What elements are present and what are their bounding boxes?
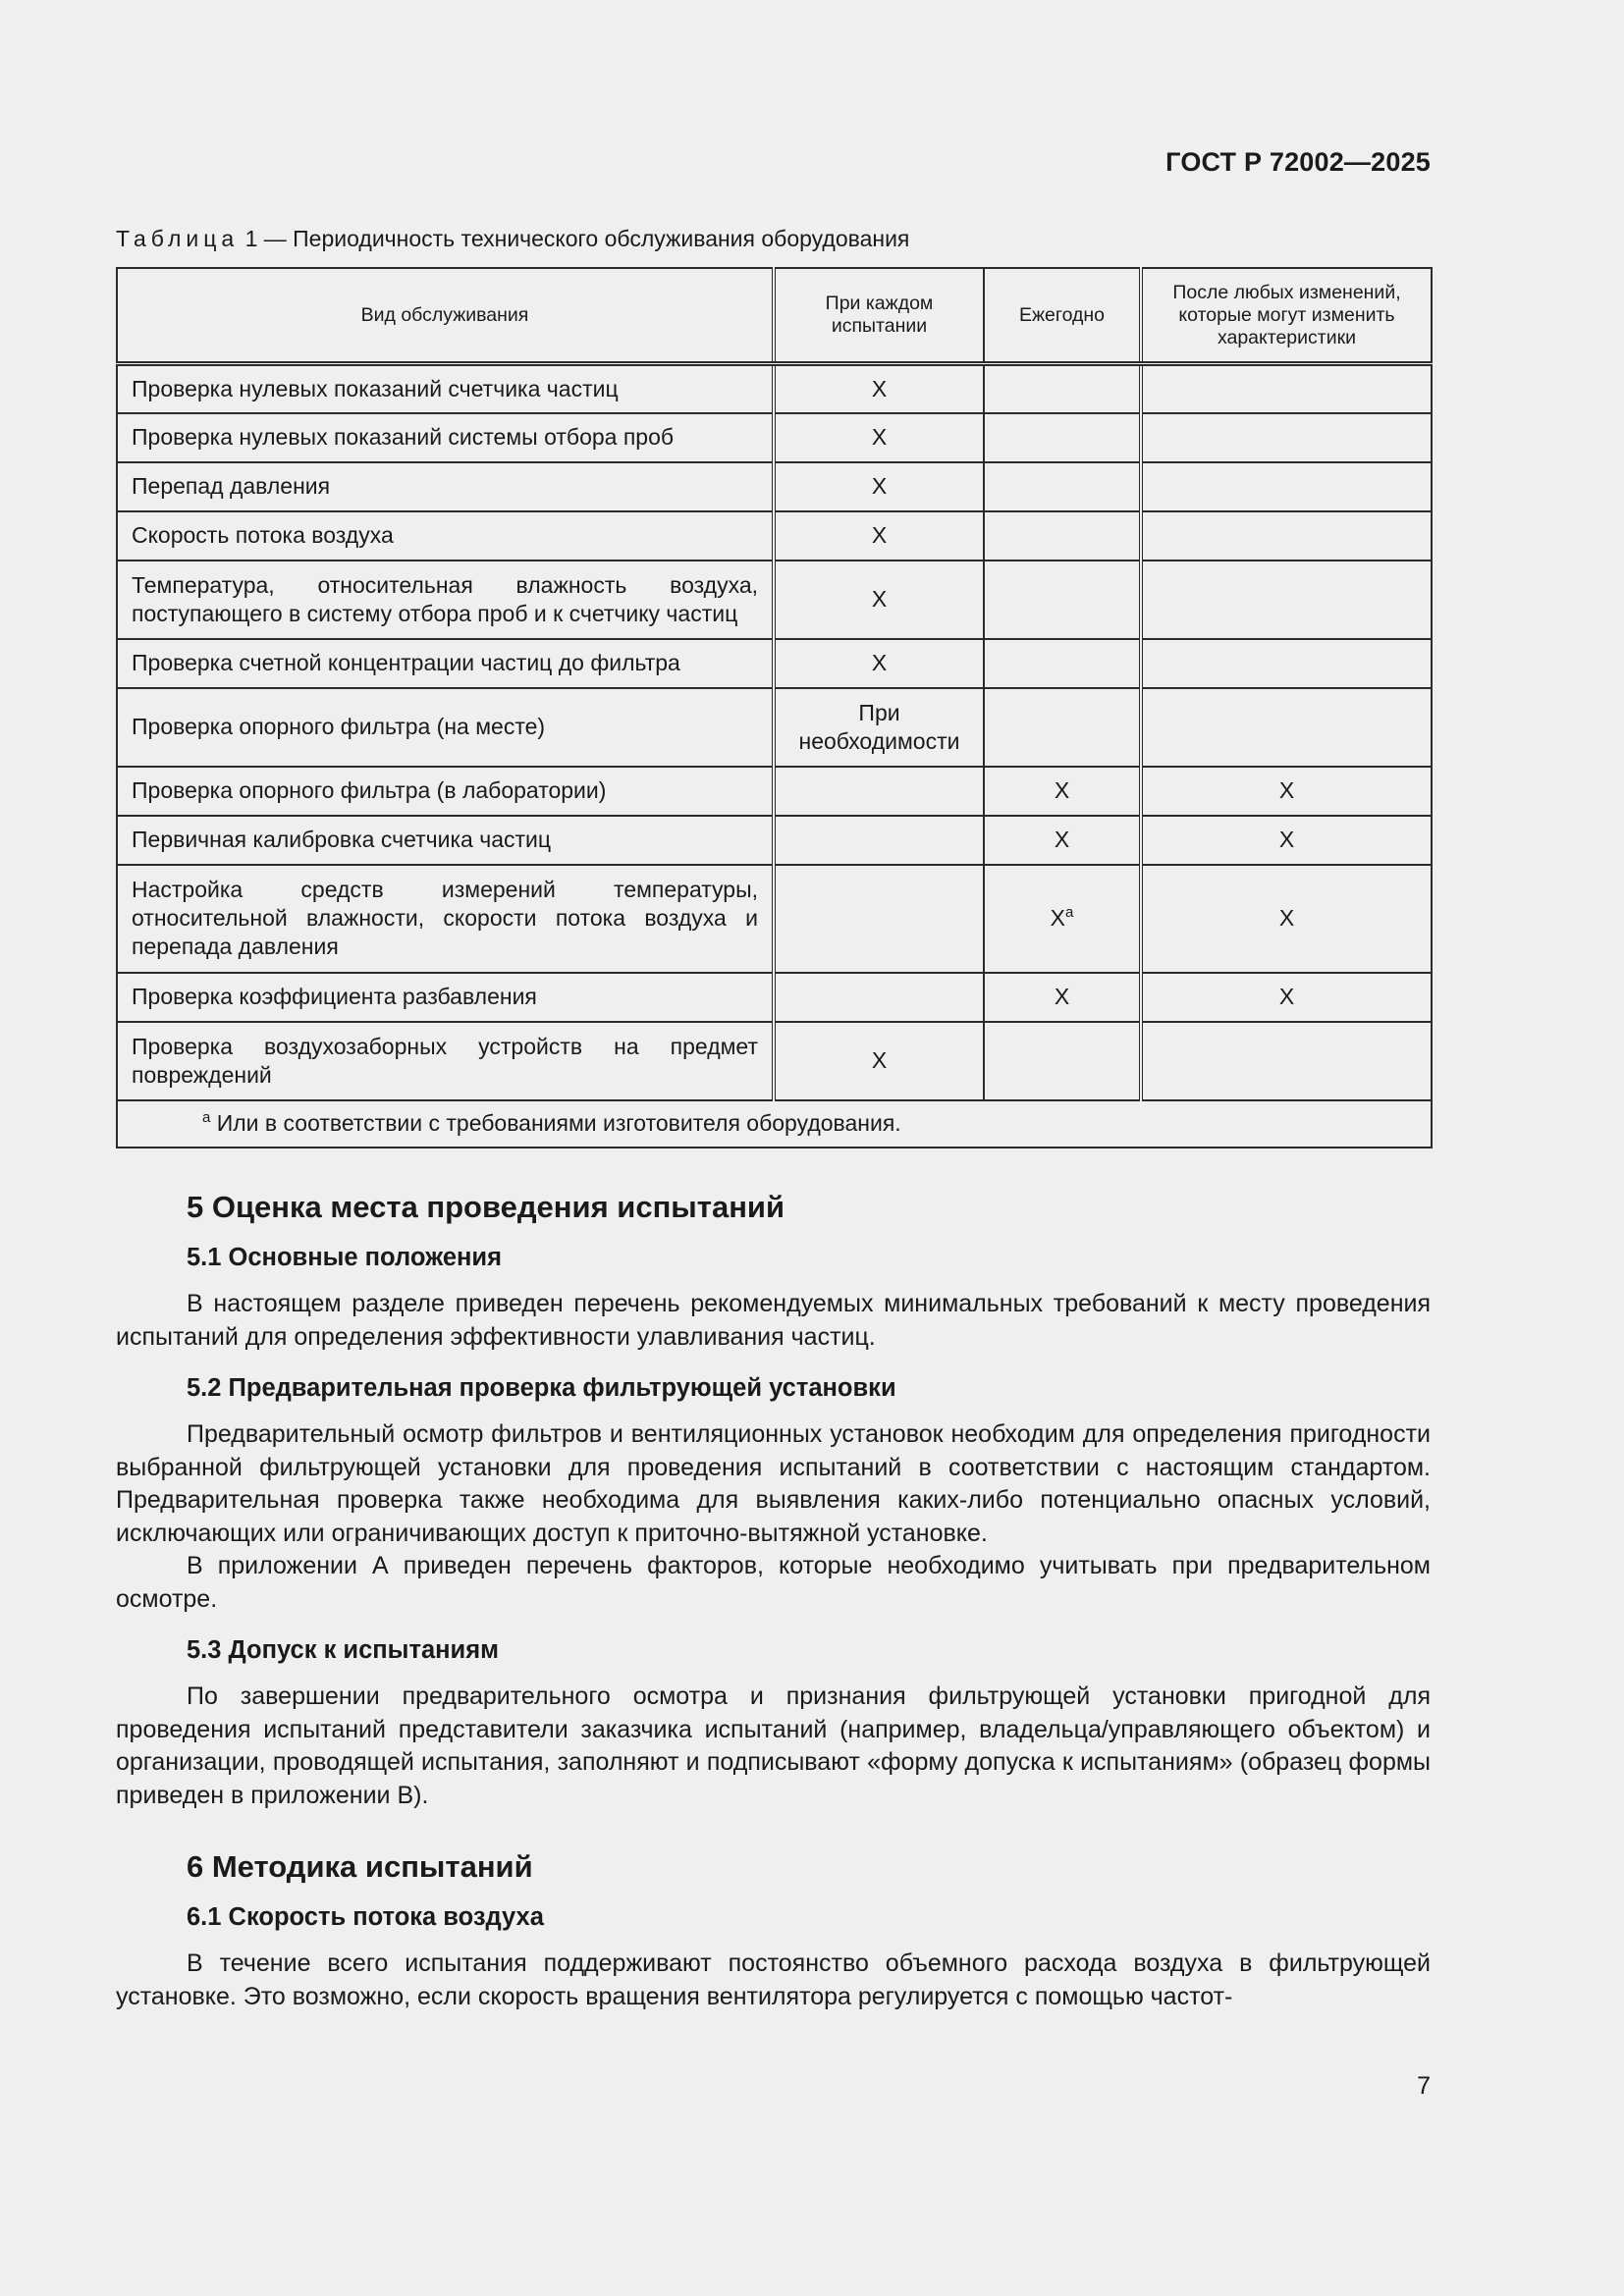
row-mark-each-test: При необходимости — [774, 688, 984, 767]
row-service-name: Проверка нулевых показаний системы отбора проб — [117, 413, 774, 462]
table-row — [117, 413, 1432, 462]
row-service-name: Скорость потока воздуха — [117, 511, 774, 561]
section-5-2-heading: 5.2 Предварительная проверка фильтрующей установки — [187, 1374, 896, 1402]
row-mark-each-test: X — [774, 1022, 984, 1100]
row-mark-annually — [984, 413, 1141, 462]
table-row — [117, 511, 1432, 561]
row-service-name: Проверка опорного фильтра (на месте) — [117, 688, 774, 767]
footnote-marker: a — [202, 1109, 211, 1126]
table-row — [117, 688, 1432, 767]
table-caption — [116, 226, 909, 252]
row-mark-after-changes: X — [1141, 865, 1432, 973]
table-footnote-row — [117, 1100, 1432, 1148]
row-service-name: Перепад давления — [117, 462, 774, 511]
row-mark-annually: X — [984, 816, 1141, 865]
row-mark-annually — [984, 865, 1141, 973]
row-mark-after-changes — [1141, 688, 1432, 767]
column-header-after-changes: После любых изменений, которые могут изменить характеристики — [1141, 268, 1432, 364]
footnote-ref-a: a — [1065, 904, 1074, 921]
section-5-1-heading: 5.1 Основные положения — [187, 1244, 502, 1271]
table-row — [117, 816, 1432, 865]
section-5-3-paragraph: По завершении предварительного осмотра и признания фильтрующей установки пригодной для проведения испытаний представители заказчика испытаний (например, владельца/управляющего объектом) и организации, проводящей испытания, заполняют и подписывают «форму допуска к испытаниям» (образец формы приведен в приложении В). — [116, 1682, 1431, 1809]
footnote-text: Или в соответствии с требованиями изготовителя оборудования. — [210, 1110, 901, 1136]
row-service-name: Проверка коэффициента разбавления — [117, 973, 774, 1022]
row-service-name: Проверка нулевых показаний счетчика частиц — [117, 364, 774, 413]
section-5-2-paragraph-2: В приложении А приведен перечень факторов, которые необходимо учитывать при предварительном осмотре. — [116, 1552, 1431, 1613]
document-code: ГОСТ Р 72002—2025 — [1165, 147, 1431, 177]
section-6-1-heading: 6.1 Скорость потока воздуха — [187, 1903, 544, 1931]
row-mark-annually — [984, 639, 1141, 688]
row-mark-after-changes: X — [1141, 816, 1432, 865]
row-service-name: Температура, относительная влажность воздуха, поступающего в систему отбора проб и к счетчику частиц — [117, 561, 774, 639]
row-mark-annually — [984, 688, 1141, 767]
row-mark-after-changes: X — [1141, 767, 1432, 816]
row-service-name: Проверка опорного фильтра (в лаборатории) — [117, 767, 774, 816]
table-footnote — [117, 1100, 1432, 1148]
row-mark-each-test — [774, 767, 984, 816]
row-service-name: Проверка воздухозаборных устройств на предмет повреждений — [117, 1022, 774, 1100]
row-mark-each-test: X — [774, 511, 984, 561]
table-row — [117, 767, 1432, 816]
table-row — [117, 639, 1432, 688]
table-row — [117, 1022, 1432, 1100]
section-6-heading: 6 Методика испытаний — [187, 1849, 533, 1884]
row-mark-each-test — [774, 973, 984, 1022]
row-mark-after-changes — [1141, 1022, 1432, 1100]
page-number: 7 — [1417, 2072, 1431, 2100]
row-mark-after-changes — [1141, 413, 1432, 462]
section-5-3-heading: 5.3 Допуск к испытаниям — [187, 1636, 499, 1664]
row-mark-each-test: X — [774, 561, 984, 639]
column-header-annually: Ежегодно — [984, 268, 1141, 364]
row-mark-each-test: X — [774, 639, 984, 688]
row-mark-after-changes — [1141, 462, 1432, 511]
row-service-name: Первичная калибровка счетчика частиц — [117, 816, 774, 865]
table-caption-label: Таблица — [116, 226, 240, 251]
section-5-2-paragraph-1: Предварительный осмотр фильтров и вентиляционных установок необходим для определения пригодности выбранной фильтрующей установки для проведения испытаний в соответствии с настоящим стандартом. Предварительная проверка также необходима для выявления каких-либо потенциально опасных условий, исключающих или ограничивающих доступ к приточно-вытяжной установке. — [116, 1420, 1431, 1547]
row-mark-each-test: X — [774, 413, 984, 462]
row-service-name: Настройка средств измерений температуры, относительной влажности, скорости потока воздуха и перепада давления — [117, 865, 774, 973]
table-caption-text: 1 — Периодичность технического обслуживания оборудования — [239, 226, 910, 251]
row-mark-annually — [984, 462, 1141, 511]
row-mark-after-changes — [1141, 639, 1432, 688]
row-mark-after-changes — [1141, 511, 1432, 561]
row-mark-annually-value: X — [1050, 905, 1065, 931]
row-mark-after-changes — [1141, 364, 1432, 413]
row-mark-each-test: X — [774, 462, 984, 511]
row-mark-each-test — [774, 816, 984, 865]
section-6-1-paragraph: В течение всего испытания поддерживают постоянство объемного расхода воздуха в фильтрующей установке. Это возможно, если скорость вращения вентилятора регулируется с помощью частот- — [116, 1949, 1431, 2010]
table-header-row — [117, 268, 1432, 364]
row-mark-each-test — [774, 865, 984, 973]
row-mark-annually: X — [984, 767, 1141, 816]
table-row — [117, 561, 1432, 639]
column-header-each-test: При каждом испытании — [774, 268, 984, 364]
section-5-heading: 5 Оценка места проведения испытаний — [187, 1190, 785, 1224]
table-body — [117, 364, 1432, 1148]
row-mark-annually — [984, 561, 1141, 639]
row-mark-after-changes — [1141, 561, 1432, 639]
section-5-1-paragraph: В настоящем разделе приведен перечень рекомендуемых минимальных требований к месту проведения испытаний для определения эффективности улавливания частиц. — [116, 1290, 1431, 1351]
row-mark-after-changes: X — [1141, 973, 1432, 1022]
row-mark-each-test: X — [774, 364, 984, 413]
table-row — [117, 865, 1432, 973]
row-mark-annually — [984, 364, 1141, 413]
row-mark-annually — [984, 1022, 1141, 1100]
row-mark-annually: X — [984, 973, 1141, 1022]
table-row — [117, 973, 1432, 1022]
column-header-service-type: Вид обслуживания — [117, 268, 774, 364]
body-text — [116, 1188, 1431, 2013]
table-row — [117, 462, 1432, 511]
row-service-name: Проверка счетной концентрации частиц до фильтра — [117, 639, 774, 688]
maintenance-table — [116, 267, 1433, 1148]
row-mark-annually — [984, 511, 1141, 561]
table-row — [117, 364, 1432, 413]
